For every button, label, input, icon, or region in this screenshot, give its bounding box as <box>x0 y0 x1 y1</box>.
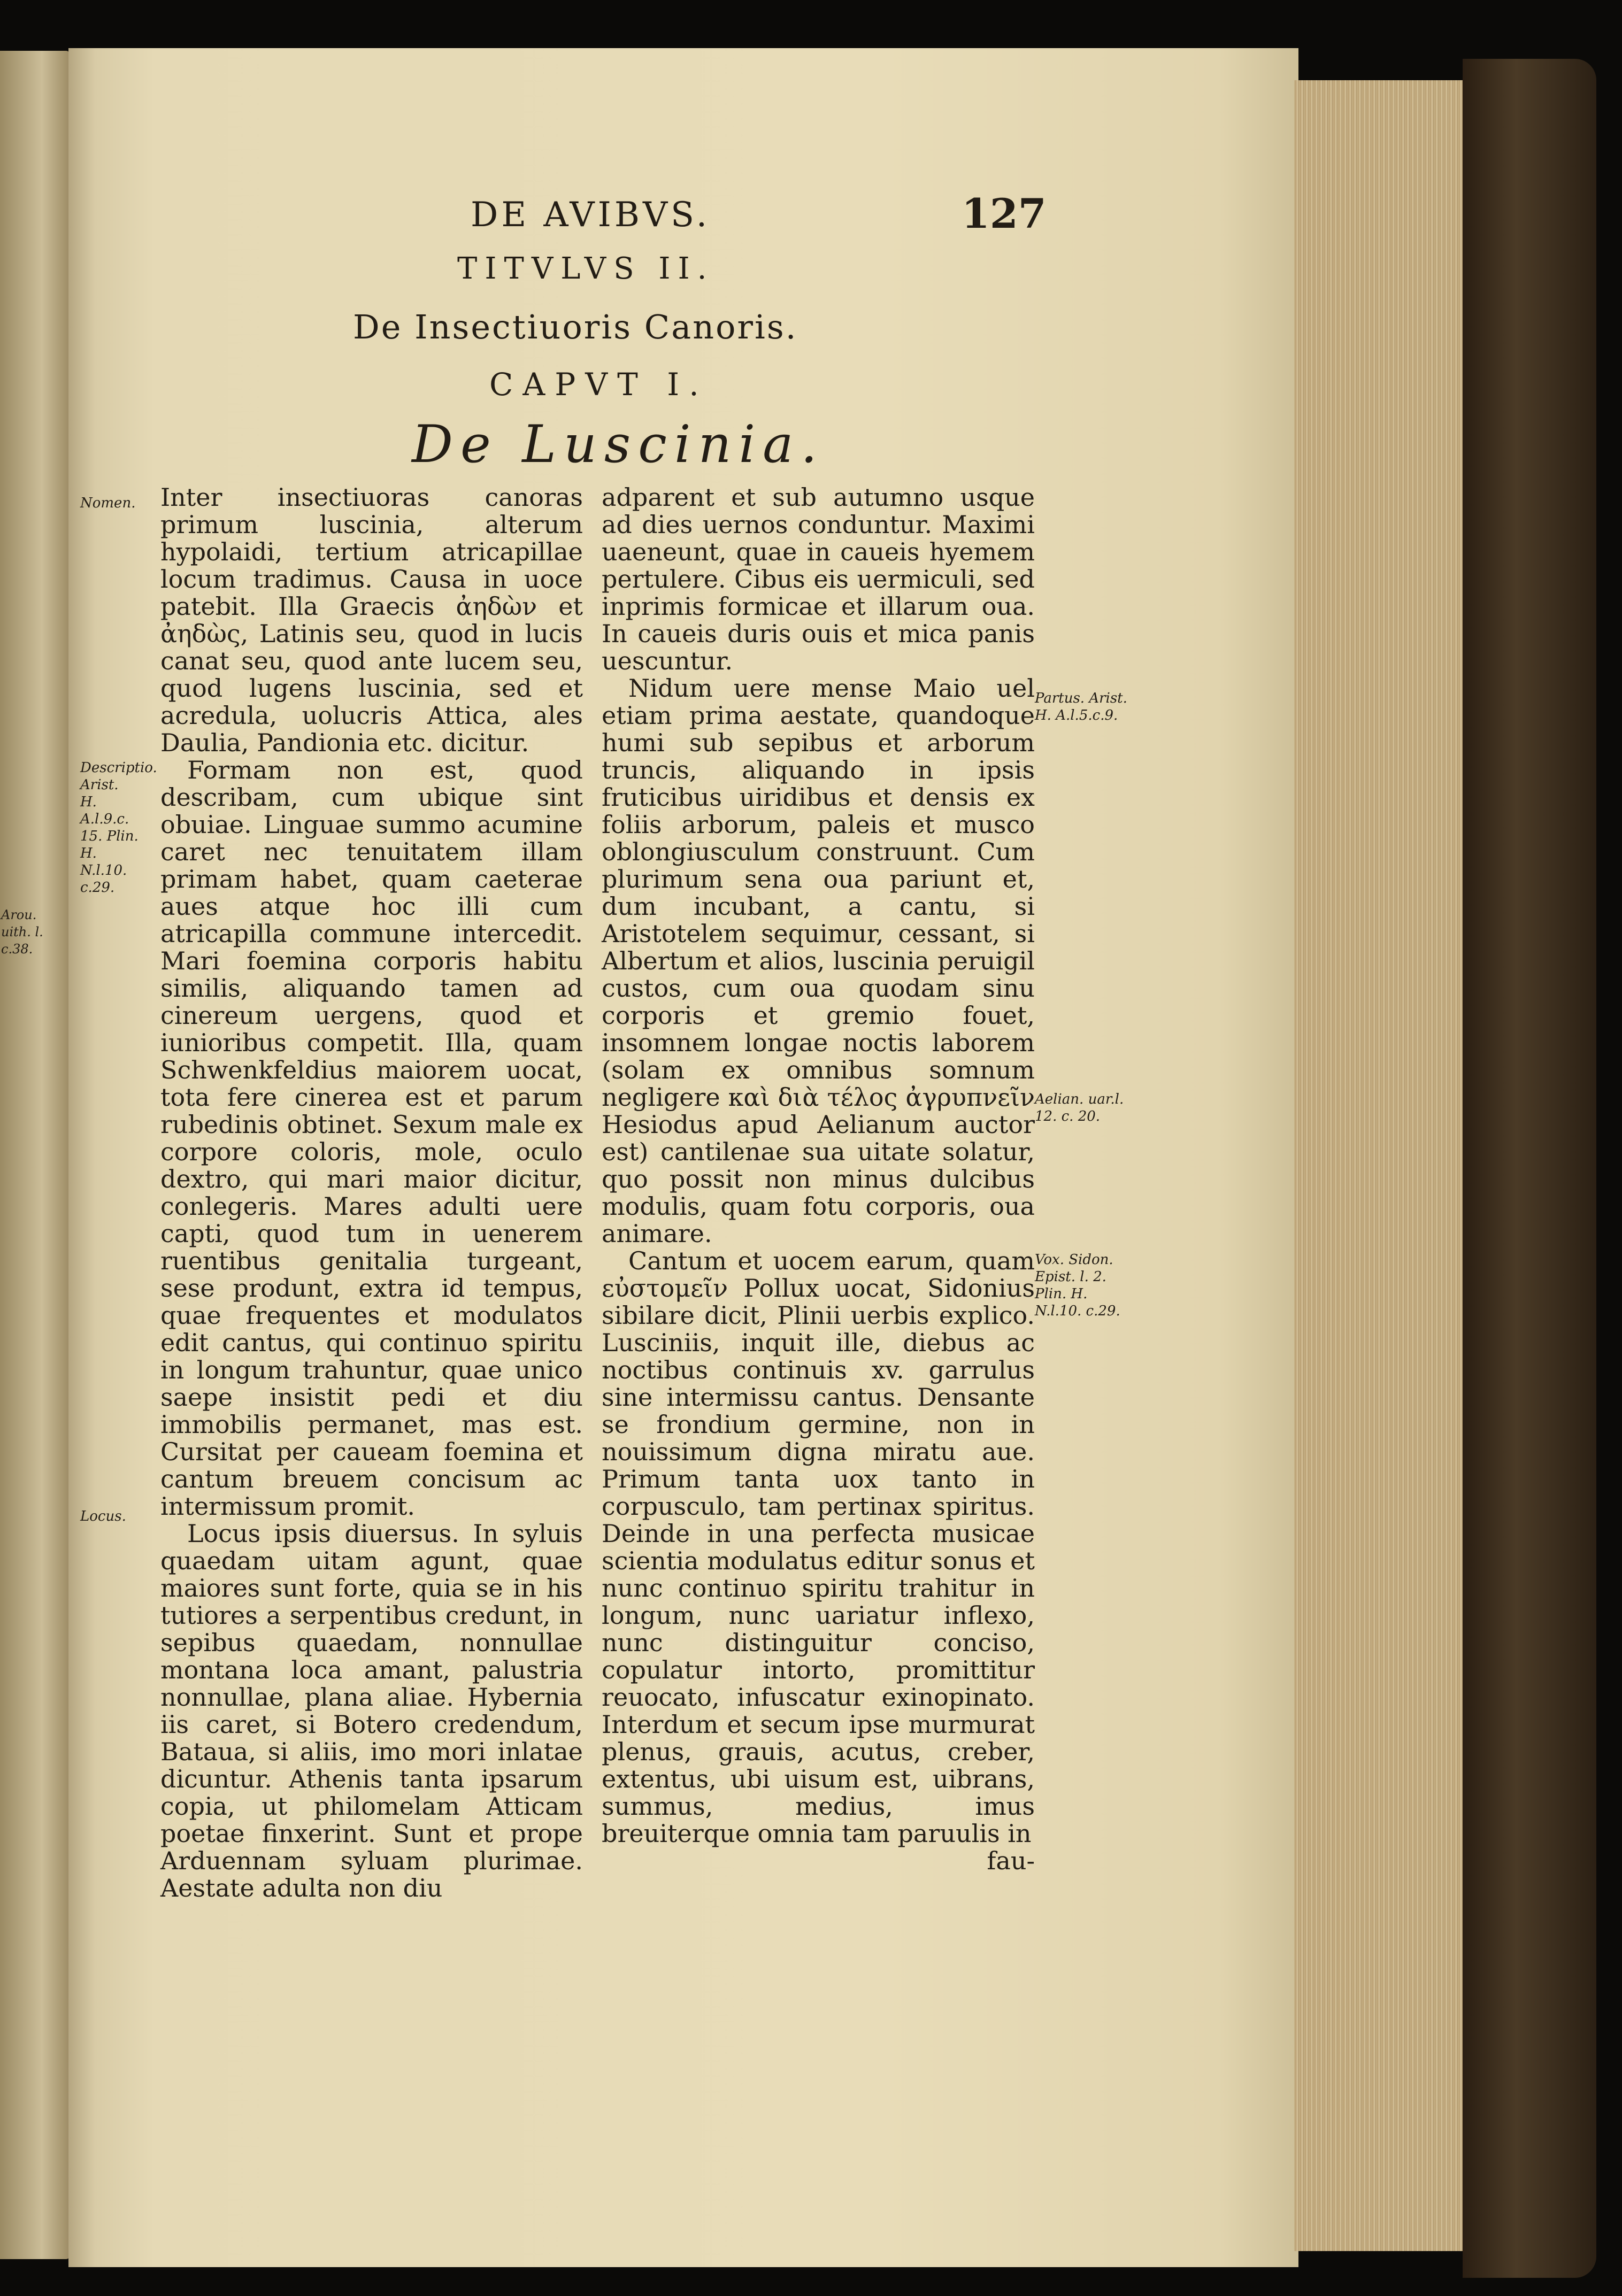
paragraph-nomen: Inter insectiuoras canoras primum luscinia, alterum hypolaidi, tertium atricapillae locum tradimus. Causa in uoce patebit. Illa Graecis ἀηδὼν et ἀηδὼς, Latinis seu, quod in lucis canat seu, quod ante lucem seu, quod lugens luscinia, sed et acredula, uolucris Attica, ales Daulia, Pandionia etc. dicitur. <box>160 483 583 757</box>
book-cover-edge <box>1463 59 1596 2278</box>
margin-note-descriptio: Descriptio. Arist. H. A.l.9.c. 15. Plin. H. N.l.10. c.29. <box>80 760 157 896</box>
margin-note-partus: Partus. Arist. H. A.l.5.c.9. <box>1035 690 1127 723</box>
paragraph-cantus: Cantum et uocem earum, quam εὐστομεῖν Pollux uocat, Sidonius sibilare dicit, Plinii uerbis explico. Lusciniis, inquit ille, diebus ac noctibus continuis xv. garrulus sine intermissu cantus. Densante se frondium germine, non in nouissimum digna miratu aue. Primum tanta uox tanto in corpusculo, tam pertinax spiritus. Deinde in una perfecta musicae scientia modulatus editur sonus et nunc continuo spiritu trahitur in longum, nunc uariatur inflexo, nunc distinguitur conciso, copulatur intorto, promittitur reuocato, infuscatur exinopinato. Interdum et secum ipse murmurat plenus, grauis, acutus, creber, extentus, ubi uisum est, uibrans, summus, medius, imus breuiterque omnia tam paruulis in <box>602 1246 1035 1848</box>
paragraph-forma: Formam non est, quod describam, cum ubique sint obuiae. Linguae summo acumine caret nec tenuitatem illam primam habet, quam caeterae aues atque hoc illi cum atricapilla commune intercedit. Mari foemina corporis habitu similis, aliquando tamen ad cinereum uergens, quod et iunioribus competit. Illa, quam Schwenkfeldius maiorem uocat, tota fere cinerea est et parum rubedinis obtinet. Sexum male ex corpore coloris, mole, oculo dextro, qui mari maior dicitur, conlegeris. Mares adulti uere capti, quod tum in uenerem ruentibus genitalia turgeant, sese produnt, extra id tempus, quae frequentes et modulatos edit cantus, qui continuo spiritu in longum trahuntur, quae unico saepe insistit pedi et diu immobilis permanet, mas est. Cursitat per caueam foemina et cantum breuem concisum ac intermissum promit. <box>160 756 583 1521</box>
margin-note-vox: Vox. Sidon. Epist. l. 2. Plin. H. N.l.10. c.29. <box>1035 1252 1120 1319</box>
running-head: DE AVIBVS. <box>471 195 711 235</box>
chapter-title: De Luscinia. <box>412 414 825 474</box>
paragraph-nidus: Nidum uere mense Maio uel etiam prima aestate, quandoque humi sub sepibus et arborum truncis, aliquando in ipsis fruticibus uiridibus et densis ex foliis arborum, paleis et musco oblongiusculum construunt. Cum plurimum sena oua pariunt et, dum incubant, a cantu, si Aristotelem sequimur, cessant, si Albertum et alios, luscinia peruigil custos, cum oua quodam sinu corporis et gremio fouet, insomnem longae noctis laborem (solam ex omnibus somnum negligere καὶ διὰ τέλος ἀγρυπνεῖν Hesiodus apud Aelianum auctor est) cantilenae sua uitate solatur, quo possit non minus dulcibus modulis, quam fotu corporis, oua animare. <box>602 674 1035 1248</box>
text-column-right <box>602 484 1035 1875</box>
margin-note-locus: Locus. <box>80 1508 126 1524</box>
facing-page-edge <box>0 51 70 2259</box>
paragraph-cibus: adparent et sub autumno usque ad dies uernos conduntur. Maximi uaeneunt, quae in caueis hyemem pertulere. Cibus eis uermiculi, sed inprimis formicae et illarum oua. In caueis duris ouis et mica panis uescuntur. <box>602 483 1035 675</box>
page-fore-edge <box>1294 80 1465 2251</box>
section-subtitle: De Insectiuoris Canoris. <box>353 307 798 346</box>
page-number: 127 <box>962 190 1047 237</box>
catchword: fau- <box>987 1846 1035 1875</box>
paragraph-locus: Locus ipsis diuersus. In syluis quaedam uitam agunt, quae maiores sunt forte, quia se in his tutiores a serpentibus credunt, in sepibus quaedam, nonnullae montana loca amant, palustria nonnullae, plana aliae. Hybernia iis caret, si Botero credendum, Bataua, si aliis, imo mori inlatae dicuntur. Athenis tanta ipsarum copia, ut philomelam Atticam poetae finxerint. Sunt et prope Arduennam syluam plurimae. Aestate adulta non diu <box>160 1519 583 1902</box>
caput-heading: CAPVT I. <box>489 366 709 403</box>
margin-note-aelian: Aelian. uar.l. 12. c. 20. <box>1035 1091 1124 1124</box>
text-column-left <box>160 484 583 1902</box>
titulus-heading: TITVLVS II. <box>457 251 714 286</box>
facing-page-margin-note: Arou. uith. l. c.38. <box>1 907 43 957</box>
margin-note-nomen: Nomen. <box>80 495 136 511</box>
